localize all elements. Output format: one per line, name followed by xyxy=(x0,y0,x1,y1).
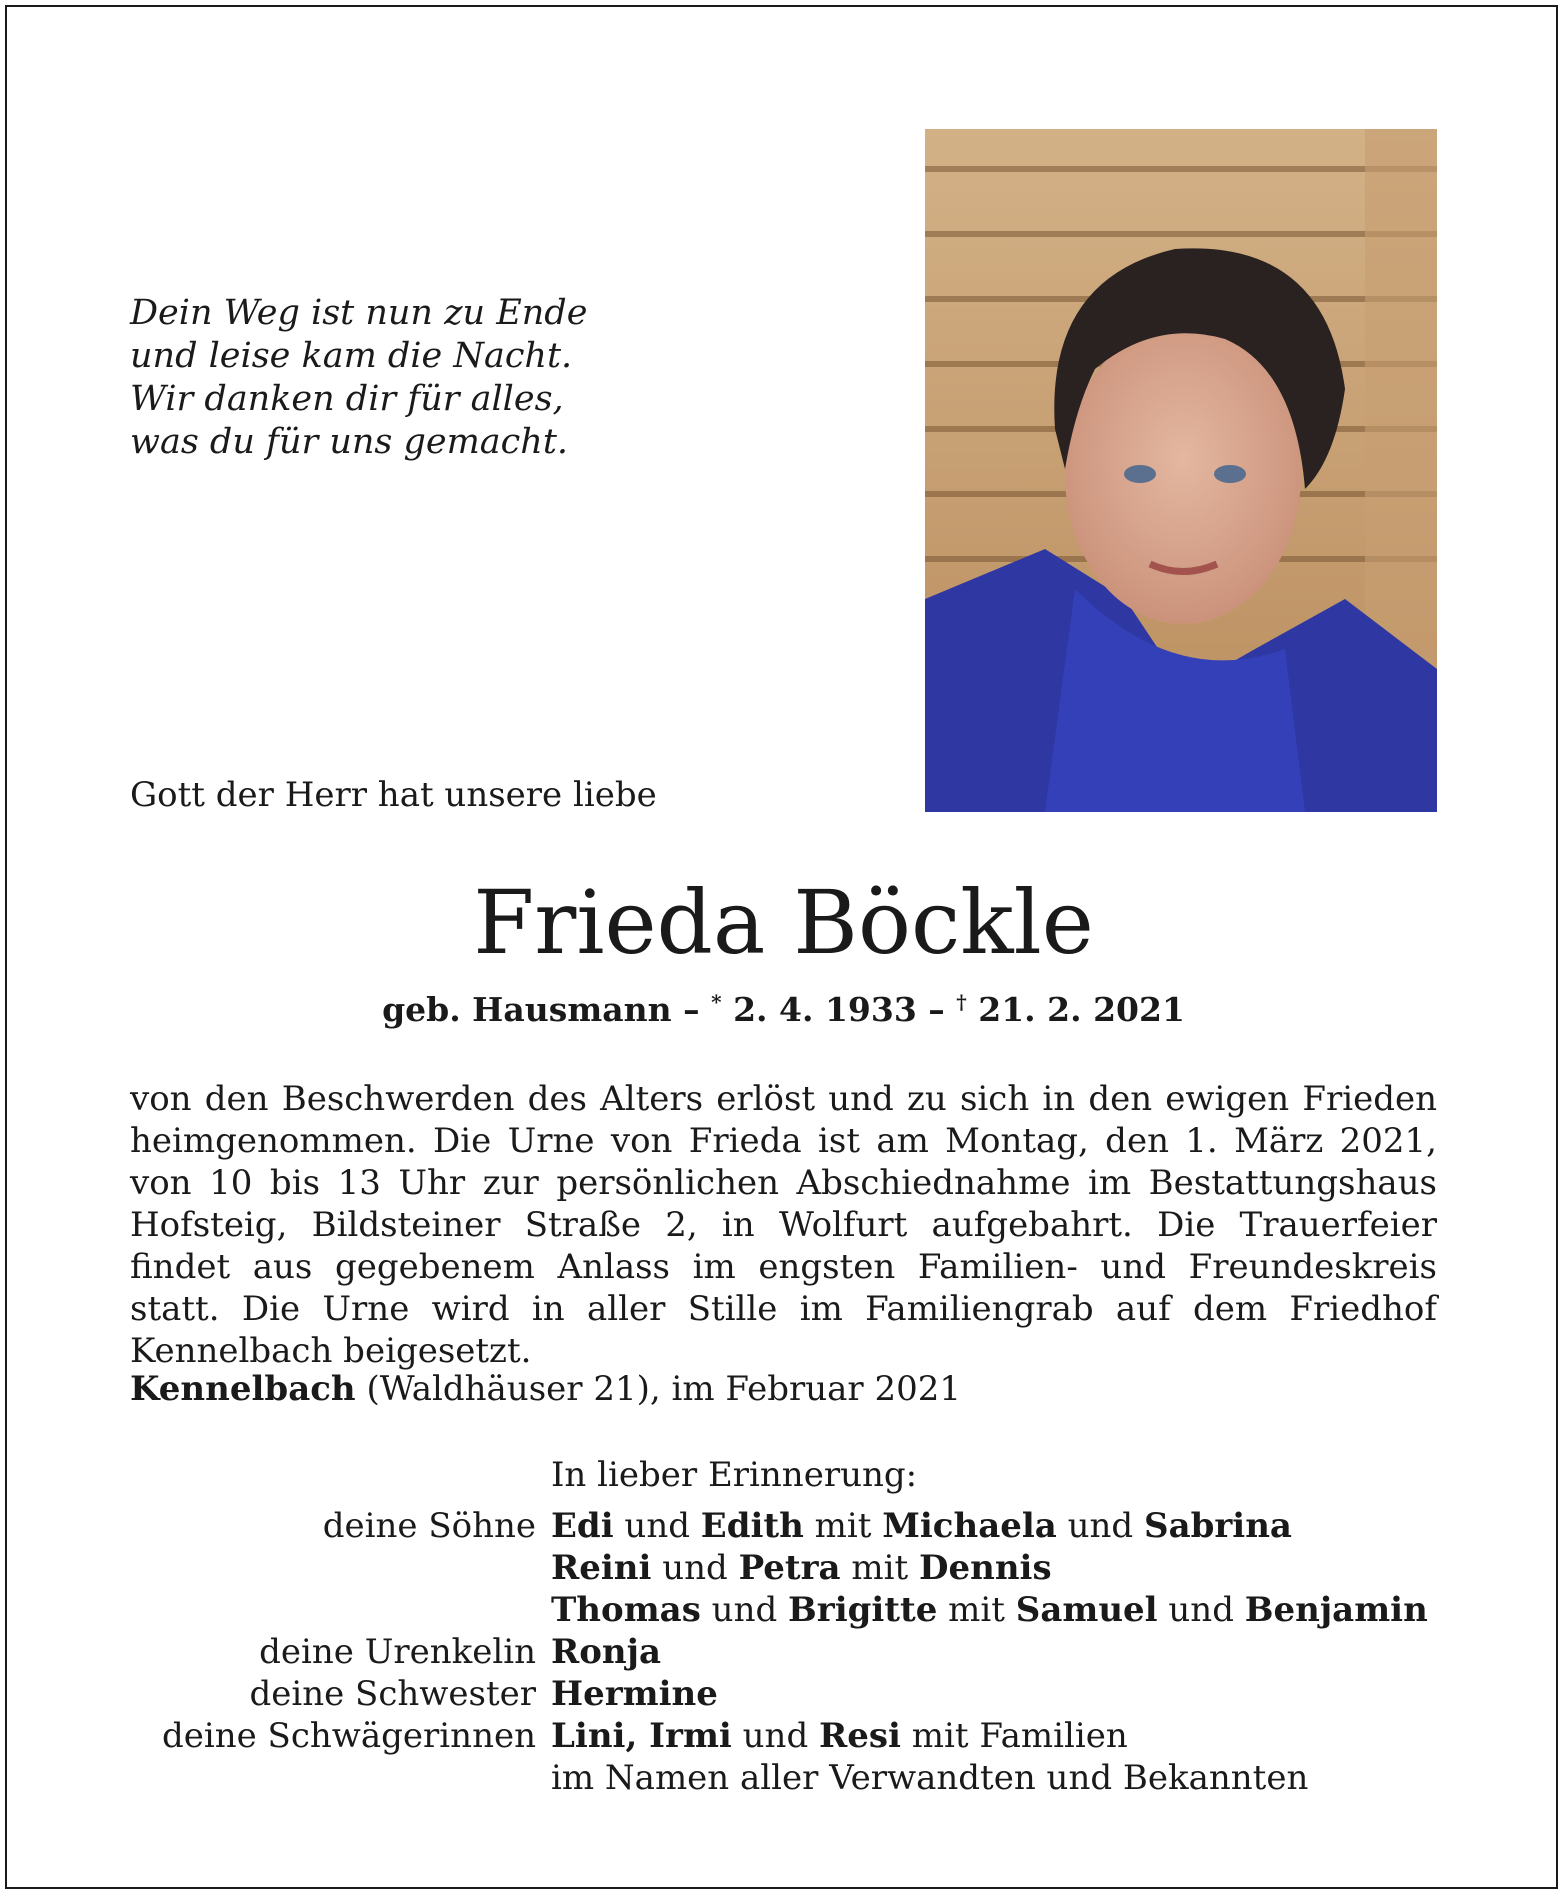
mourners-list xyxy=(100,1505,1428,1799)
portrait-photo xyxy=(925,129,1437,812)
place-rest: (Waldhäuser 21), im Februar 2021 xyxy=(355,1369,962,1409)
relation-label: deine Schwester xyxy=(249,1674,536,1714)
mourner-names: Thomas und Brigitte mit Samuel und Benjamin xyxy=(551,1590,1428,1630)
birth-date: 2. 4. 1933 xyxy=(733,990,917,1029)
mourner-names: Ronja xyxy=(551,1632,661,1672)
mourner-row xyxy=(100,1505,1428,1547)
place-date xyxy=(130,1369,961,1409)
poem-line: was du für uns gemacht. xyxy=(130,422,569,462)
place-town: Kennelbach xyxy=(130,1369,356,1409)
mourner-row xyxy=(100,1631,1428,1673)
poem-line: und leise kam die Nacht. xyxy=(130,336,573,376)
announcement-body: von den Beschwerden des Alters erlöst und zu sich in den ewigen Frieden heimgenommen. Die Urne von Frieda ist am Montag, den 1. März 2021, von 10 bis 13 Uhr zur persönlichen Abschiednahme im Bestattungshaus Hofsteig, Bildsteiner Straße 2, in Wolfurt aufgebahrt. Die Trauerfeier findet aus gegebenem Anlass im engsten Familien- und Freundeskreis statt. Die Urne wird in aller Stille im Familiengrab auf dem Friedhof Kennelbach beigesetzt. xyxy=(130,1079,1437,1371)
mourner-row xyxy=(100,1757,1428,1799)
relation-label: deine Schwägerinnen xyxy=(161,1716,536,1756)
mourner-names: Lini, Irmi und Resi mit Familien xyxy=(551,1716,1128,1756)
portrait-illustration xyxy=(925,129,1437,812)
poem xyxy=(130,292,587,464)
mourner-row xyxy=(100,1547,1428,1589)
intro-text: Gott der Herr hat unsere liebe xyxy=(130,775,657,815)
closing-line: im Namen aller Verwandten und Bekannten xyxy=(551,1758,1309,1798)
poem-line: Wir danken dir für alles, xyxy=(130,379,564,419)
relation-label: deine Urenkelin xyxy=(259,1632,536,1672)
mourner-names: Hermine xyxy=(551,1674,718,1714)
mourner-row xyxy=(100,1715,1428,1757)
death-date: 21. 2. 2021 xyxy=(978,990,1185,1029)
mourner-row xyxy=(100,1673,1428,1715)
memory-heading: In lieber Erinnerung: xyxy=(551,1455,918,1495)
relation-label: deine Söhne xyxy=(322,1506,536,1546)
mourner-names: Edi und Edith mit Michaela und Sabrina xyxy=(551,1506,1292,1546)
deceased-name: Frieda Böckle xyxy=(473,871,1094,974)
star-icon: * xyxy=(711,990,722,1014)
birth-death-dates: geb. Hausmann – * 2. 4. 1933 – † 21. 2. 2021 xyxy=(382,990,1185,1029)
mourner-names: Reini und Petra mit Dennis xyxy=(551,1548,1052,1588)
mourner-row xyxy=(100,1589,1428,1631)
poem-line: Dein Weg ist nun zu Ende xyxy=(130,293,588,333)
maiden-name: geb. Hausmann xyxy=(382,990,672,1029)
cross-icon: † xyxy=(956,990,967,1014)
